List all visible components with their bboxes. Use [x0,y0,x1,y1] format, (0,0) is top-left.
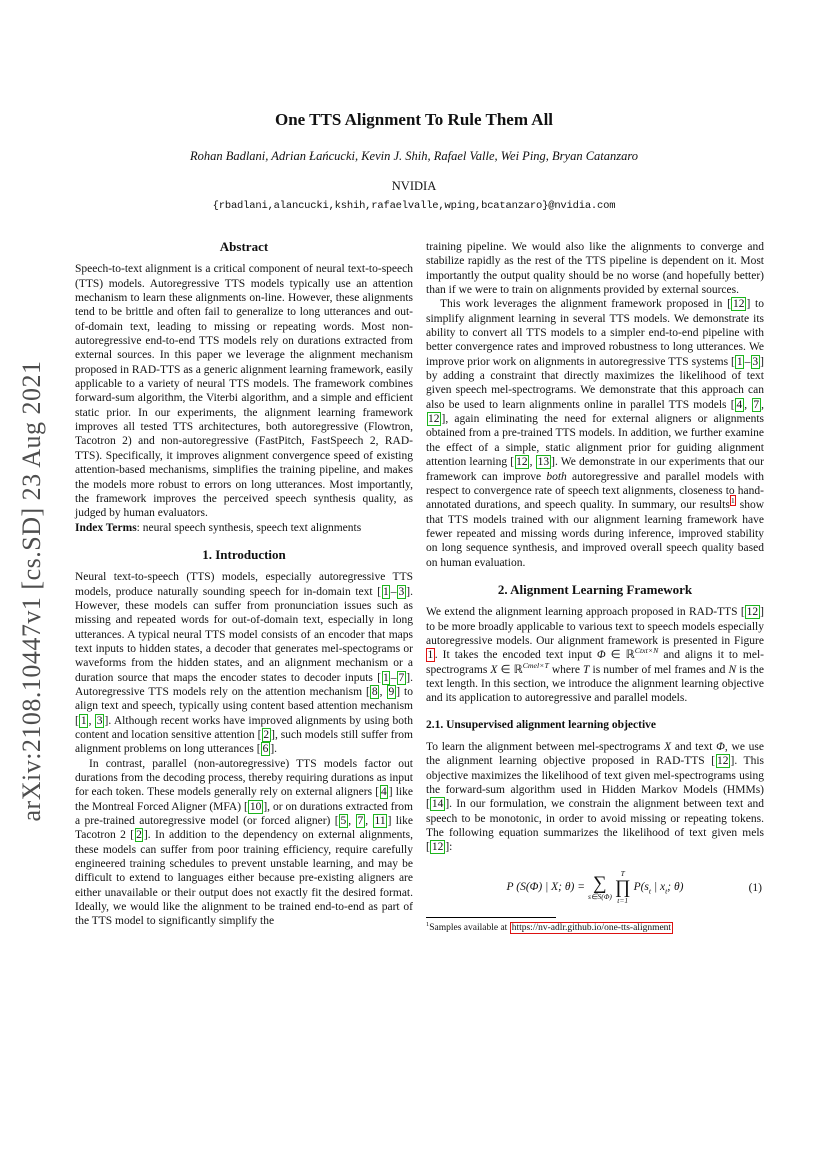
paper-title: One TTS Alignment To Rule Them All [274,110,554,129]
two-column-body [0,240,828,934]
citation-link[interactable]: 1 [736,355,743,368]
footnote-area [426,917,764,934]
section-2-1-paragraph-1: To learn the alignment between mel-spectrograms X and text Φ, we use the alignment learning objective proposed in RAD-TTS [ 12 ]. This objective maximizes the likelihood of text given mel-spectrograms using the forward-sum algorithm used in Hidden Markov Models (HMMs) [ 14 ]. In our formulation, we constrain the alignment between text and speech to be monotonic, in order to avoid missing or repeating tokens. The following equation summarizes the likelihood of text given mels [ 12 ]: [426,741,764,854]
equation-body [507,870,684,906]
text-token: Cmel×T [522,660,549,670]
abstract-heading: Abstract [219,239,269,254]
paper-affiliation: NVIDIA [391,179,437,193]
citation-link[interactable]: 5 [340,815,347,828]
index-terms [75,521,413,535]
text-token: t [665,886,668,896]
citation-link[interactable]: 7 [357,815,364,828]
sum-subscript: s∈S(Φ) [588,891,612,901]
text-token: Ctxt×N [634,646,659,656]
citation-link[interactable]: 12 [428,413,440,426]
citation-link[interactable]: 12 [717,755,729,768]
section-1-heading: 1. Introduction [202,546,286,562]
product-subscript: t=1 [617,896,629,905]
citation-link[interactable]: 2 [263,729,270,741]
citation-link[interactable]: 13 [537,456,550,469]
citation-link[interactable]: 3 [752,355,759,368]
index-terms-label: Index Terms [75,521,137,534]
text-token: t [648,886,652,896]
citation-link[interactable]: 1 [80,714,87,727]
citation-link[interactable]: 7 [398,671,405,684]
ref-link[interactable]: 1 [427,649,434,662]
section-2-1-heading: 2.1. Unsupervised alignment learning objective [426,718,656,731]
citation-link[interactable]: 12 [516,456,528,469]
footnote-text [426,922,764,934]
footnote-ref-link[interactable]: 1 [730,496,735,506]
citation-link[interactable]: 8 [371,685,378,698]
footnote-url-link[interactable]: https://nv-adlr.github.io/one-tts-alignment [511,923,672,934]
citation-link[interactable]: 2 [136,829,142,842]
citation-link[interactable]: 12 [431,841,444,854]
citation-link[interactable]: 10 [249,800,262,813]
citation-link[interactable]: 1 [383,585,389,598]
footnote-label: Samples available at [429,923,510,934]
intro-paragraph-4: This work leverages the alignment framework proposed in [ 12 ] to simplify alignment learning in several TTS models. We demonstrate its ability to convert all TTS models to a simpler end-to-end pipeline with better convergence rates and improved robustness to long utterances. We improve prior work on alignments in autoregressive TTS systems [ 1 – 3 ] by adding a constraint that directly maximizes the likelihood of text given speech mel-spectrograms. We demonstrate that this approach can also be used to learn alignments online in parallel TTS models [ 4 , 7 , 12 ], again eliminating the need for external aligners or alignments obtained from a pre-trained TTS models. In addition, we further examine the effect of a simple, static alignment prior for guiding alignment attention learning [ 12 , 13 ]. We demonstrate in our experiments that our framework can improve both autoregressive and parallel models with respect to convergence rate of speech text alignments, closeness to hand-annotated durations, and speech quality. In summary, our results$^1$ show that TTS models trained with our alignment learning framework have fewer repeated and missing words during inference, improved stability on long sequence synthesis, and improved overall speech quality based on human evaluation. [426,298,765,569]
intro-paragraph-1: Neural text-to-speech (TTS) models, especially autoregressive TTS models, produce naturally sounding speech for in-domain text [ 1 – 3 ]. However, these models can suffer from pronunciation issues such as missing and repeated words for out-of-domain text, especially in long utterances. A typical neural TTS model consists of an encoder that maps text inputs to hidden states, a decoder that generates mel-spectograms or waveforms from the hidden states, and an alignment mechanism or a duration source that maps the encoder states to decoder inputs [ 1 – 7 ]. Autoregressive TTS models rely on the attention mechanism [ 8 , 9 ] to align text and speech, typically using content based attention mechanism [ 1 , 3 ]. Although recent works have improved alignments by using both content and location sensitive attention [ 2 ], such models still suffer from alignment problems on long utterances [ 6 ]. [75,571,413,756]
citation-link[interactable]: 9 [388,685,395,698]
text-token: Φ [596,649,606,662]
text-token: Φ [716,741,725,753]
equation-rhs: $P(s_t$ | $x_t$; θ) [633,881,684,896]
text-token: X [664,741,672,753]
citation-link[interactable]: 11 [374,815,386,828]
equation-lhs: P (S(Φ) | X; θ) = [506,881,585,894]
footnote-rule [426,917,556,918]
sum-symbol: ∑ [593,872,607,894]
citation-link[interactable]: 14 [431,798,444,811]
arxiv-banner: arXiv:2108.10447v1 [cs.SD] 23 Aug 2021 [17,360,46,822]
product-superscript: T [620,868,625,878]
text-token: X [490,663,498,676]
left-column [75,240,413,929]
citation-link[interactable]: 3 [398,585,405,598]
paper-header [0,0,828,212]
citation-link[interactable]: 7 [753,398,760,411]
text-token: T [583,663,590,676]
citation-link[interactable]: 4 [381,786,387,799]
section-2-paragraph-1: We extend the alignment learning approach proposed in RAD-TTS [ 12 ] to be more broadly applicable to various text to speech models especially autoregressive models. Our alignment framework is presented in Figure 1 . It takes the encoded text input Φ ∈ ℝ$^{Ctxt\times N}$ and aligns it to mel-spectrograms X ∈ ℝ$^{Cmel\times T}$ where T is number of mel frames and N is the text length. In this section, we introduce the alignment learning objective and its application to autoregressive and parallel models. [426,606,764,705]
equation-number: (1) [748,881,762,894]
text-token: both [546,470,567,483]
citation-link[interactable]: 4 [736,398,743,411]
citation-link[interactable]: 12 [746,606,759,619]
product-symbol: ∏ [614,877,631,898]
intro-paragraph-2: In contrast, parallel (non-autoregressive) TTS models factor out durations from the decoding process, thereby requiring durations as input for each token. These models generally rely on external aligners [ 4 ] like the Montreal Forced Aligner (MFA) [ 10 ], or on durations extracted from a pre-trained autoregressive model (or forced aligner) [ 5 , 7 , 11 ] like Tacotron 2 [ 2 ]. In addition to the dependency on external alignments, these models can suffer from poor training efficiency, require carefully engineered training schedules to prevent unstable learning, and may be difficult to extend to languages either because pre-existing aligners are either unavailable or their output does not exactly fit the desired format. Ideally, we would like the alignment to be trained end-to-end as part of the TTS model to significantly simplify the [75,757,414,928]
citation-link[interactable]: 1 [383,671,389,684]
product-operator [615,870,631,906]
paper-emails: {rbadlani,alancucki,kshih,rafaelvalle,wping,bcatanzaro}@nvidia.com [212,200,616,212]
abstract-text: Speech-to-text alignment is a critical component of neural text-to-speech (TTS) models. Autoregressive TTS models typically use an attention mechanism to learn these alignments on-line. However, these alignments tend to be brittle and often fail to generalize to long utterances and out-of-domain text, leading to missing or repeating words. Most non-autoregressive end-to-end TTS models rely on durations extracted from external sources. In this paper we leverage the alignment mechanism proposed in RAD-TTS as a generic alignment learning framework, easily applicable to a variety of neural TTS models. The framework combines forward-sum algorithm, the Viterbi algorithm, and a simple and efficient static prior. In our experiments, the alignment learning framework improves all tested TTS architectures, both autoregressive (Flowtron, Tacotron 2) and non-autoregressive (FastPitch, FastSpeech 2, RAD-TTS). Specifically, it improves alignment convergence speed of existing attention-based mechanisms, simplifies the training pipeline, and makes the models more robust to errors on long utterances. Most importantly, the framework improves the perceived speech synthesis quality, as judged by human evaluators. [75,263,413,520]
footnote-marker: 1 [426,921,430,929]
citation-link[interactable]: 3 [96,714,103,727]
paper-authors: Rohan Badlani, Adrian Łańcucki, Kevin J. Shih, Rafael Valle, Wei Ping, Bryan Catanzaro [189,149,639,163]
section-2-heading: 2. Alignment Learning Framework [497,581,693,597]
index-terms-list: : neural speech synthesis, speech text alignments [136,521,362,534]
intro-paragraph-3: training pipeline. We would also like the alignments to converge and stabilize rapidly as the rest of the TTS pipeline is dependent on it. Most importantly the output quality should be no worse (and hopefully better) than if we were to train on alignments provided by external sources. [426,241,764,297]
citation-link[interactable]: 6 [262,743,269,756]
equation-1 [426,870,764,906]
text-token: N [728,663,737,676]
sum-operator [588,874,612,901]
citation-link[interactable]: 12 [732,298,745,311]
right-column [426,240,764,934]
